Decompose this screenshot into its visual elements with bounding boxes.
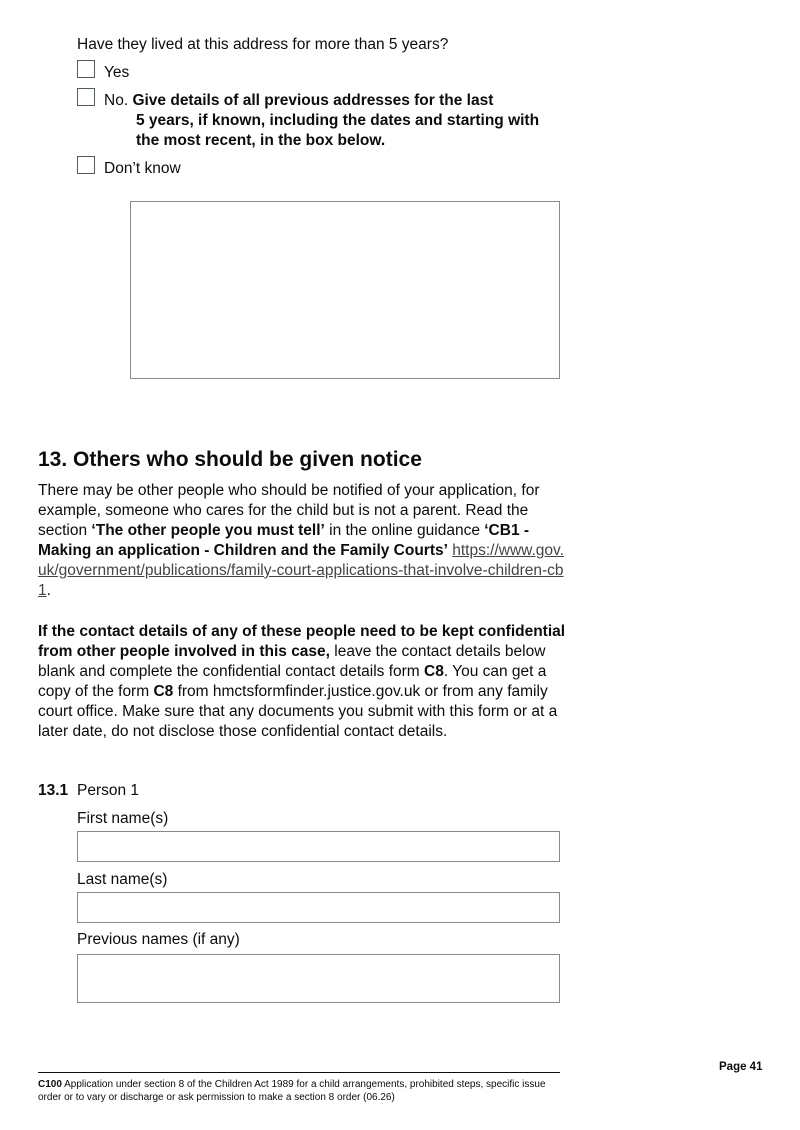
subsection-title: Person 1 <box>77 782 140 799</box>
no-checkbox[interactable] <box>77 88 95 106</box>
subsection-number: 13.1 <box>38 782 69 799</box>
yes-checkbox[interactable] <box>77 60 95 78</box>
no-instruction-line1: Give details of all previous addresses for the last <box>132 92 494 109</box>
confidential-bold-c8-2: C8 <box>153 683 174 700</box>
confidential-text-2: . You can get a copy of the form <box>38 663 547 700</box>
last-name-label: Last name(s) <box>77 871 168 888</box>
no-prefix: No. <box>104 92 129 109</box>
last-name-input[interactable] <box>77 892 560 923</box>
confidential-paragraph <box>38 622 566 742</box>
confidential-bold-c8-1: C8 <box>424 663 444 680</box>
footer-divider <box>38 1072 560 1073</box>
page-number: Page 41 <box>719 1061 763 1073</box>
no-label <box>104 91 539 151</box>
intro-bold-1: ‘The other people you must tell’ <box>91 522 325 539</box>
intro-text-4: . <box>46 582 51 599</box>
confidential-text-1: leave the contact details below blank and complete the confidential contact details form <box>38 643 546 680</box>
previous-names-label: Previous names (if any) <box>77 931 240 948</box>
intro-text-2: in the online guidance <box>324 522 485 539</box>
first-name-input[interactable] <box>77 831 560 862</box>
previous-addresses-textarea[interactable] <box>130 201 560 379</box>
address-duration-question: Have they lived at this address for more than 5 years? <box>77 36 449 53</box>
no-instruction-line2: 5 years, if known, including the dates and starting with <box>136 112 540 129</box>
intro-text-1: There may be other people who should be notified of your application, for example, someone who cares for the child but is not a parent. Read the section <box>38 482 540 539</box>
no-instruction-line3: the most recent, in the box below. <box>136 132 386 149</box>
footer-form-code: C100 <box>38 1079 62 1090</box>
cb1-guidance-link[interactable]: https://www.gov.uk/government/publications/family-court-applications-that-involve-children-cb1 <box>38 542 564 599</box>
section-13-title: 13. Others who should be given notice <box>38 448 422 471</box>
previous-names-input[interactable] <box>77 954 560 1003</box>
yes-label: Yes <box>104 64 130 81</box>
footer-description: Application under section 8 of the Children Act 1989 for a child arrangements, prohibited steps, specific issue order or to vary or discharge or ask permission to make a section 8 order (06.26) <box>38 1079 546 1103</box>
intro-paragraph <box>38 481 566 601</box>
footer-text <box>38 1078 558 1104</box>
intro-bold-2: ‘CB1 - Making an application - Children and the Family Courts’ <box>38 522 530 559</box>
first-name-label: First name(s) <box>77 810 169 827</box>
confidential-text-3: from hmctsformfinder.justice.gov.uk or from any family court office. Make sure that any documents you submit with this form or at a later date, do not disclose those confidential contact details. <box>38 683 558 740</box>
dont-know-label: Don’t know <box>104 160 181 177</box>
confidential-bold-1: If the contact details of any of these people need to be kept confidential from other people involved in this case, <box>38 623 566 660</box>
dont-know-checkbox[interactable] <box>77 156 95 174</box>
